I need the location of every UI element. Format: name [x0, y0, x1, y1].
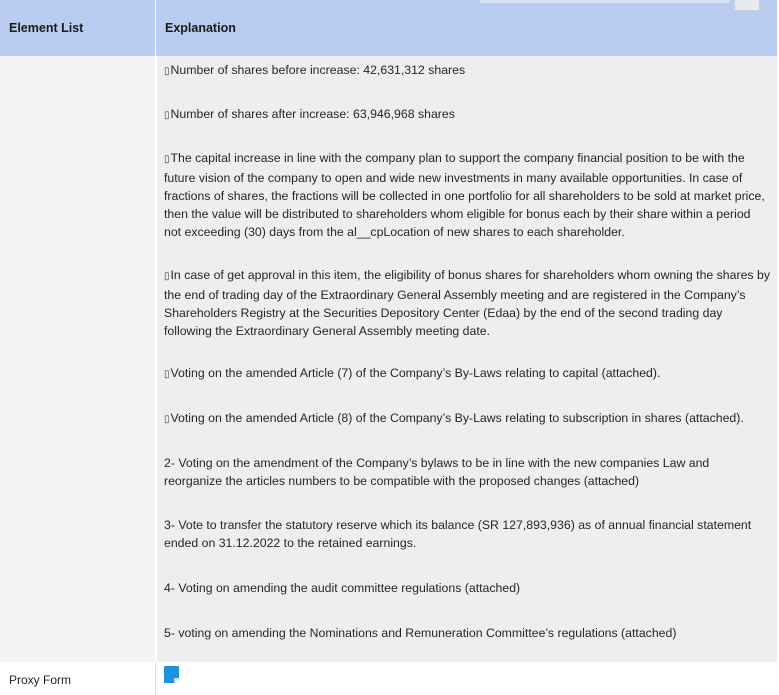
bullet-icon: ▯: [164, 369, 170, 380]
bullet-icon: ▯: [164, 66, 170, 77]
corner-tab-icon[interactable]: [734, 0, 760, 11]
bullet-icon: ▯: [164, 110, 170, 121]
file-download-icon[interactable]: [164, 666, 179, 683]
header-element-list: Element List: [0, 0, 156, 56]
proxy-form-cell: [157, 662, 777, 695]
paragraph-article-8: [164, 409, 770, 429]
paragraph-item-4: 4- Voting on amending the audit committee regulations (attached): [164, 581, 521, 595]
paragraph-text: Voting on the amended Article (7) of the Company’s By-Laws relating to capital (attached).: [170, 366, 661, 380]
paragraph-text: The capital increase in line with the company plan to support the company financial position to be with the future vision of the company to open and wide new investments in many available opportunities. In case of fractions of shares, the fractions will be collected in one portfolio for all shareholders to be sold at market price, then the value will be distributed to shareholders whom eligible for bonus each by their share within a period not exceeding (30) days from the al__cpLocation of new shares to each shareholder.: [164, 151, 765, 239]
element-label-cell: [0, 56, 156, 662]
paragraph-shares-before: [164, 61, 770, 81]
header-explanation: Explanation: [165, 21, 236, 35]
table-row-proxy-form: [0, 662, 777, 695]
paragraph-text: In case of get approval in this item, the eligibility of bonus shares for shareholders whom owning the shares by the end of trading day of the Extraordinary General Assembly meeting and are registered in the Company’s Shareholders Registry at the Securities Depository Center (Edaa) by the end of the second trading day following the Extraordinary General Assembly meeting date.: [164, 268, 770, 338]
bullet-icon: ▯: [164, 154, 170, 165]
paragraph-shares-after: [164, 105, 770, 125]
paragraph-item-5: 5- voting on amending the Nominations and Remuneration Committee’s regulations (attached): [164, 626, 677, 640]
bullet-icon: ▯: [164, 414, 170, 425]
table-row-explanation: [0, 56, 777, 662]
paragraph-eligibility: [164, 266, 770, 340]
paragraph-text: Number of shares before increase: 42,631,312 shares: [170, 63, 466, 77]
paragraph-capital-increase: [164, 149, 770, 241]
paragraph-article-7: [164, 364, 770, 384]
paragraph-item-2: 2- Voting on the amendment of the Company’s bylaws to be in line with the new companies Law and reorganize the articles numbers to be compatible with the proposed changes (attached): [164, 456, 710, 488]
bullet-icon: ▯: [164, 271, 170, 282]
scroll-indicator: [480, 0, 730, 3]
table-header: [0, 0, 777, 56]
paragraph-text: Voting on the amended Article (8) of the Company’s By-Laws relating to subscription in shares (attached).: [170, 411, 744, 425]
explanation-cell: [157, 56, 777, 662]
paragraph-item-3: 3- Vote to transfer the statutory reserve which its balance (SR 127,893,936) as of annual financial statement ended on 31.12.2022 to the retained earnings.: [164, 518, 752, 550]
proxy-form-label: Proxy Form: [0, 662, 156, 695]
paragraph-text: Number of shares after increase: 63,946,968 shares: [170, 107, 455, 121]
